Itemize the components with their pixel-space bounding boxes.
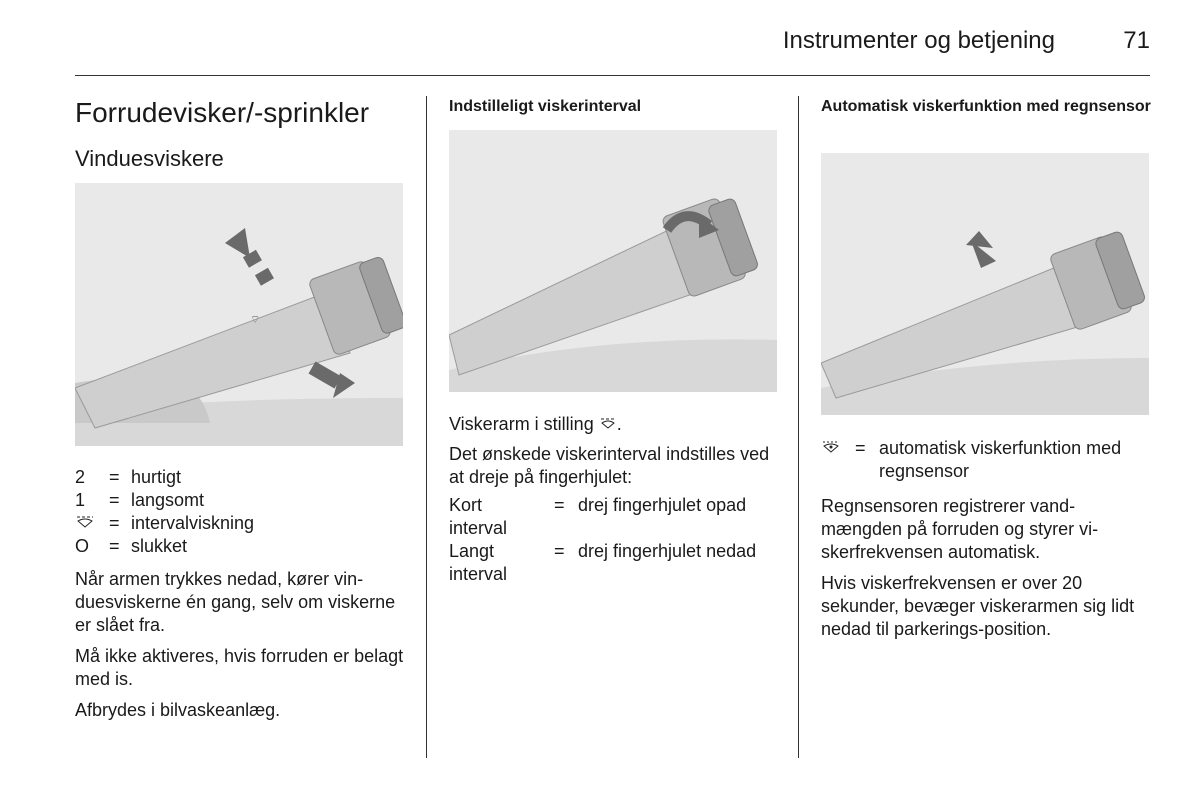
paragraph: Hvis viskerfrekvensen er over 20 sekunder, bevæger viskerarmen sig lidt nedad til parkerings-position. bbox=[821, 573, 1135, 639]
legend-row bbox=[75, 512, 405, 535]
legend-text: regnsensor bbox=[879, 461, 970, 481]
table-row bbox=[449, 494, 794, 540]
page-number: 71 bbox=[1123, 27, 1150, 54]
equals: = bbox=[554, 495, 565, 515]
legend-key: 1 bbox=[75, 490, 86, 510]
col1-legend bbox=[75, 466, 405, 558]
chapter-title: Instrumenter og betjening bbox=[782, 27, 1055, 54]
col3-heading: Automatisk viskerfunktion med regnsensor bbox=[821, 98, 1151, 115]
term: interval bbox=[449, 518, 508, 538]
auto-wiper-icon bbox=[821, 437, 855, 483]
term: Langt bbox=[449, 541, 495, 561]
legend-equals: = bbox=[109, 536, 120, 556]
legend-equals: = bbox=[855, 438, 866, 458]
legend-text: slukket bbox=[131, 536, 188, 556]
interval-wiper-icon bbox=[75, 512, 109, 535]
col2-table bbox=[449, 494, 794, 586]
legend-row bbox=[75, 535, 405, 558]
col3-body bbox=[821, 495, 1136, 641]
position-text: Viskerarm i stilling bbox=[449, 414, 594, 434]
legend-equals: = bbox=[109, 490, 120, 510]
legend-key: 2 bbox=[75, 467, 86, 487]
legend-text: langsomt bbox=[131, 490, 205, 510]
section-title: Forrudevisker/-sprinkler bbox=[75, 97, 370, 128]
subsection-title: Vinduesviskere bbox=[75, 146, 224, 171]
legend-row bbox=[75, 489, 405, 512]
legend-text: automatisk viskerfunktion med bbox=[879, 438, 1122, 458]
wiper-stalk-figure bbox=[75, 183, 403, 446]
col1-body bbox=[75, 568, 405, 722]
interval-wiper-icon bbox=[599, 413, 617, 436]
paragraph: Må ikke aktiveres, hvis forruden er belagt med is. bbox=[75, 646, 404, 689]
legend-equals: = bbox=[109, 467, 120, 487]
paragraph: Regnsensoren registrerer vandmængden på forruden og styrer viskerfrekvensen automatisk. bbox=[821, 496, 1099, 562]
description: drej fingerhjulet nedad bbox=[578, 541, 757, 561]
legend-key: O bbox=[75, 536, 90, 556]
legend-text: hurtigt bbox=[131, 467, 182, 487]
term: Kort bbox=[449, 495, 483, 515]
position-suffix: . bbox=[616, 414, 622, 434]
col2-intro: Det ønskede viskerinterval indstilles ved at dreje på fingerhjulet: bbox=[449, 444, 770, 487]
header-divider bbox=[75, 75, 1150, 76]
col2-heading: Indstilleligt viskerinterval bbox=[449, 98, 642, 115]
description: drej fingerhjulet opad bbox=[578, 495, 747, 515]
column-divider-1 bbox=[426, 96, 427, 758]
term: interval bbox=[449, 564, 508, 584]
paragraph: Når armen trykkes nedad, kører vinduesviskerne én gang, selv om viskerne er slået fra. bbox=[75, 569, 396, 635]
rain-sensor-figure bbox=[821, 153, 1149, 415]
table-row bbox=[449, 540, 794, 586]
fingerwheel-figure bbox=[449, 130, 777, 392]
column-divider-2 bbox=[798, 96, 799, 758]
legend-equals: = bbox=[109, 513, 120, 533]
equals: = bbox=[554, 541, 565, 561]
col3-legend bbox=[821, 437, 1161, 483]
legend-text: intervalviskning bbox=[131, 513, 255, 533]
legend-row bbox=[821, 437, 1161, 483]
paragraph: Afbrydes i bilvaskeanlæg. bbox=[75, 700, 281, 720]
svg-text:⌔: ⌔ bbox=[250, 314, 261, 326]
legend-row bbox=[75, 466, 405, 489]
col2-position bbox=[449, 413, 789, 436]
